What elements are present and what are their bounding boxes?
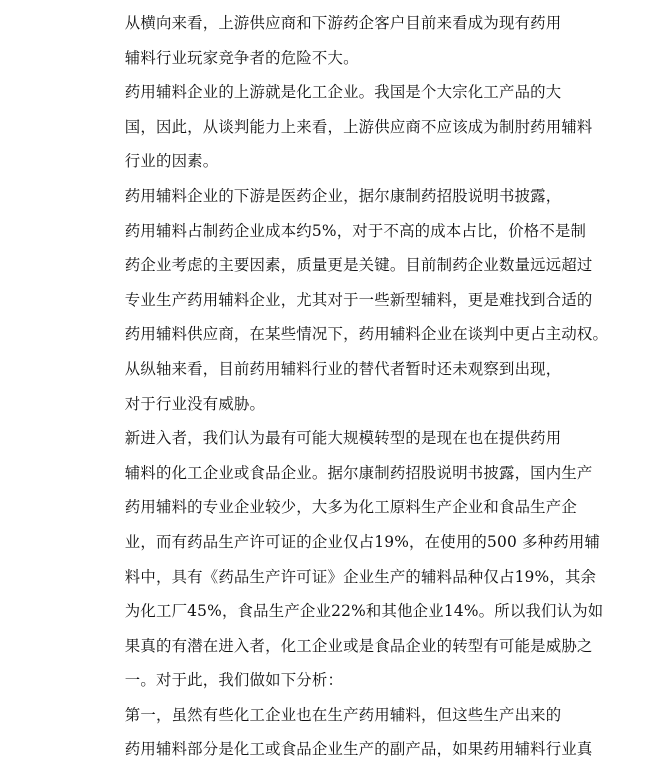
paragraph-upstream-chemical — [94, 75, 593, 179]
paragraph-new-entrants — [94, 421, 604, 698]
text-line: 辅料行业玩家竞争者的危险不大。 — [124, 48, 359, 67]
text-line: 为化工厂45%，食品生产企业22%和其他企业14%。所以我们认为如 — [124, 602, 604, 621]
text-line: 药用辅料供应商，在某些情况下，药用辅料企业在谈判中更占主动权。 — [124, 325, 609, 344]
paragraph-upstream-downstream-overview — [94, 6, 562, 75]
text-line: 业，而有药品生产许可证的企业仅占19%，在使用的500 多种药用辅 — [124, 532, 601, 551]
text-line: 新进入者，我们认为最有可能大规模转型的是现在也在提供药用 — [124, 429, 562, 448]
text-line: 行业的因素。 — [124, 152, 219, 171]
text-line: 药用辅料占制药企业成本约5%，对于不高的成本占比，价格不是制 — [124, 221, 587, 240]
text-line: 药企业考虑的主要因素，质量更是关键。目前制药企业数量远远超过 — [124, 256, 593, 275]
text-line: 对于行业没有威胁。 — [124, 394, 266, 413]
text-line: 药用辅料部分是化工或食品企业生产的副产品，如果药用辅料行业真 — [124, 740, 593, 759]
text-line: 料中，具有《药品生产许可证》企业生产的辅料品种仅占19%，其余 — [124, 567, 597, 586]
text-line: 药用辅料的专业企业较少，大多为化工原料生产企业和食品生产企 — [124, 498, 577, 517]
text-line: 专业生产药用辅料企业，尤其对于一些新型辅料，更是难找到合适的 — [124, 290, 593, 309]
text-line: 第一，虽然有些化工企业也在生产药用辅料，但这些生产出来的 — [124, 705, 562, 724]
text-line: 从纵轴来看，目前药用辅料行业的替代者暂时还未观察到出现， — [124, 359, 562, 378]
text-line: 药用辅料企业的上游就是化工企业。我国是个大宗化工产品的大 — [124, 83, 562, 102]
text-line: 从横向来看，上游供应商和下游药企客户目前来看成为现有药用 — [124, 14, 562, 32]
text-line: 辅料的化工企业或食品企业。据尔康制药招股说明书披露，国内生产 — [124, 463, 593, 482]
text-line: 一。对于此，我们做如下分析： — [124, 671, 344, 690]
document-body — [94, 6, 609, 767]
paragraph-substitutes — [94, 352, 562, 421]
paragraph-analysis-first — [94, 698, 593, 767]
text-line: 国，因此，从谈判能力上来看，上游供应商不应该成为制肘药用辅料 — [124, 117, 593, 136]
text-line: 果真的有潜在进入者，化工企业或是食品企业的转型有可能是威胁之 — [124, 636, 593, 655]
text-line: 药用辅料企业的下游是医药企业，据尔康制药招股说明书披露， — [124, 186, 562, 205]
paragraph-downstream-pharma — [94, 179, 609, 352]
